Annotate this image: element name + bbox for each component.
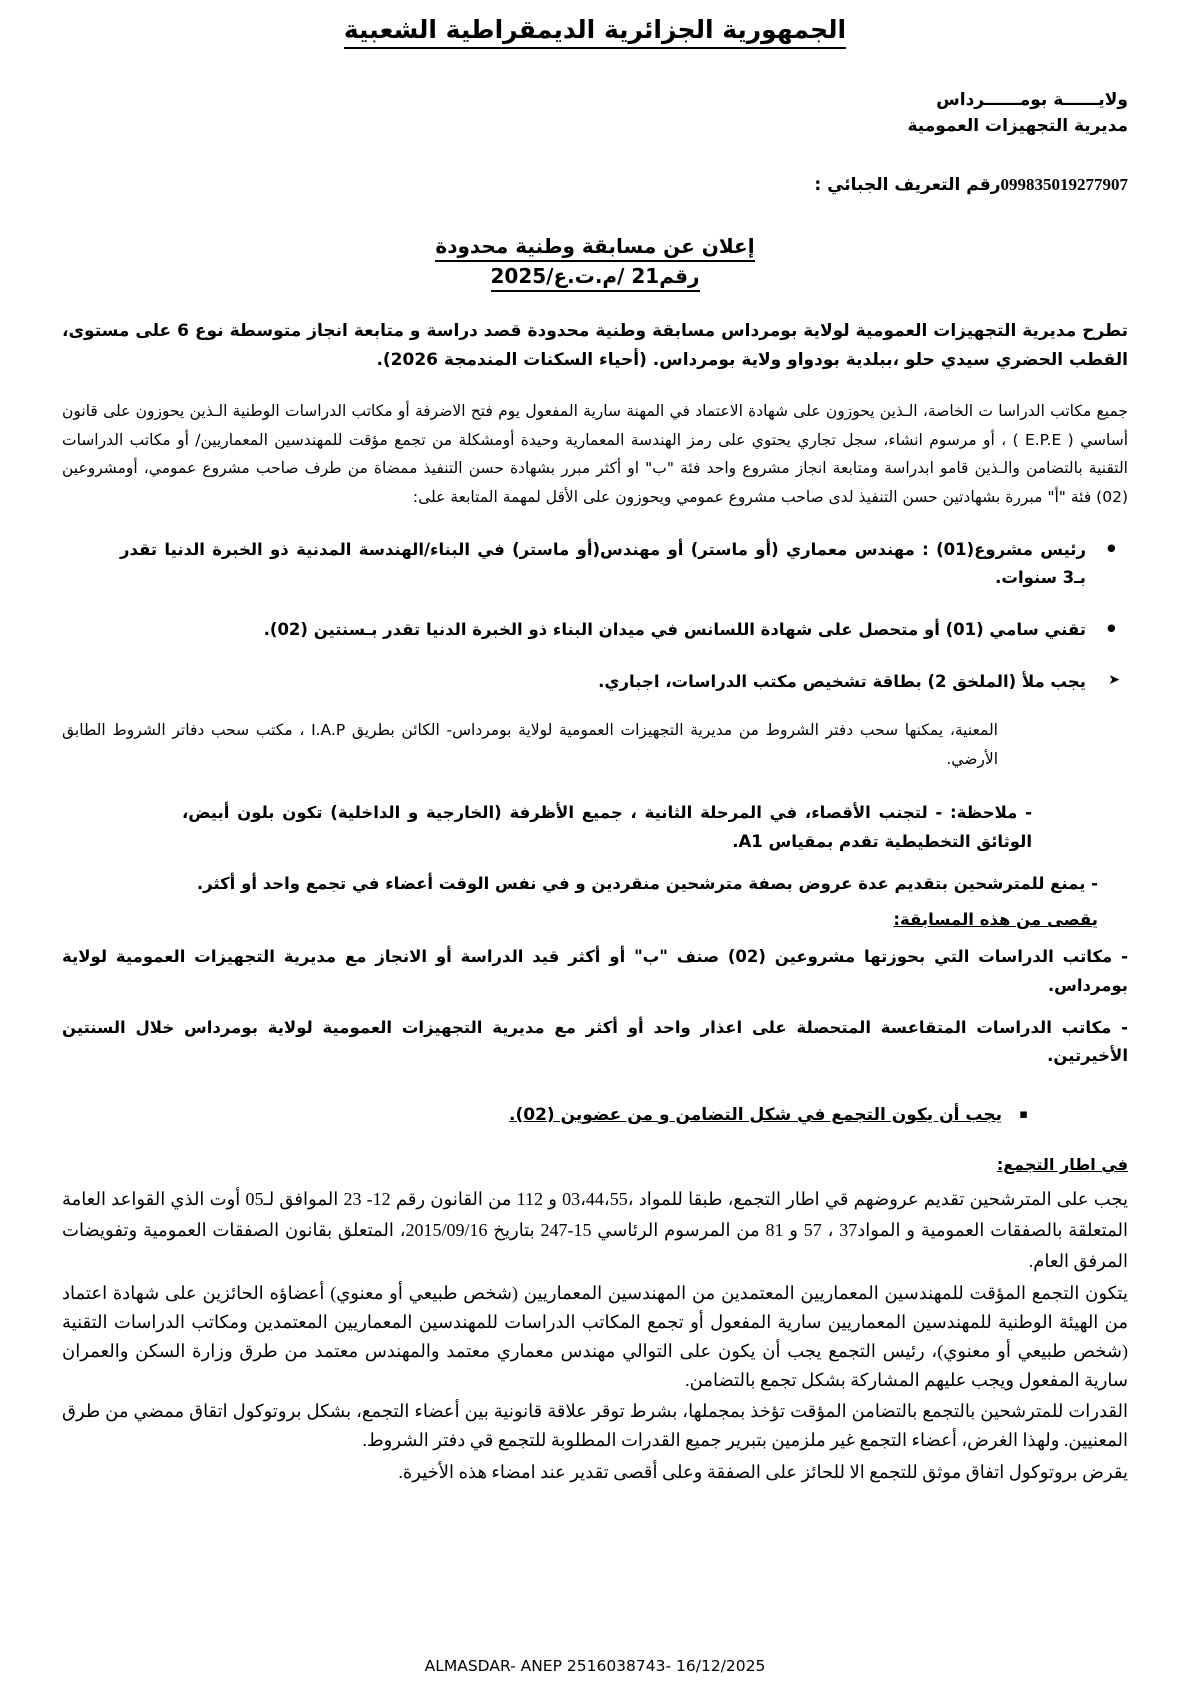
grouping-paragraph-4: يقرض بروتوكول اتفاق موثق للتجمع الا للحائز على الصفقة وعلى أقصى تقدير عند امضاء هذه الأخيرة. — [398, 1461, 1128, 1482]
grouping-paragraph-1: يجب على المترشحين تقديم عروضهم قي اطار التجمع، طبقا للمواد ،03،44،55 و 112 من القانون رقم 12- 23 الموافق لـ05 أوت الذي القواعد العامة المتعلقة بالصفقات العمومية و المواد37 ، 57 و 81 من المرسوم الرئاسي 15-247 بتاريخ 2015/09/16، المتعلق بقانون الصفقات العمومية وتفويضات المرفق العام. — [62, 1188, 1129, 1271]
grouping-paragraph-3: القدرات للمترشحين بالتجمع بالتضامن المؤقت تؤخذ بمجملها، بشرط توقر علاقة قانونية بين أعضاء التجمع، بشكل بروتوكول اتقاق ممضي من طرق المعنيين. ولهذا الغرض، أعضاء التجمع غير ملزمين بتبرير جميع القدرات المطلوبة للتجمع قي دفتر الشروط. — [62, 1401, 1128, 1451]
exclusion-item-2: - مكاتب الدراسات المتقاعسة المتحصلة على اعذار واحد أو أكثر مع مديرية التجهيزات العمومية لولاية بومرداس خلال السنتين الأخيرتين. — [62, 1018, 1128, 1066]
organization-block — [62, 87, 1128, 140]
grouping-rule: ▪ يجب أن يكون التجمع في شكل التضامن و من عضوين (02). — [62, 1105, 1128, 1125]
intro-paragraph: تطرح مديرية التجهيزات العمومية لولاية بومرداس مسابقة وطنية محدودة قصد دراسة و متابعة انجاز متوسطة نوع 6 على مستوى، القطب الحضري سيدي حلو ،ببلدية بودواو ولاية بومرداس. (أحياء السكنات المندمجة 2026). — [62, 321, 1128, 371]
tax-id-value: 099835019277907 — [1000, 175, 1128, 195]
withdrawal-paragraph: المعنية، يمكنها سحب دفتر الشروط من مديرية التجهيزات العمومية لولاية بومرداس- الكائن بطريق I.A.P ، مكتب سحب دفاتر الشروط الطابق الأرضي. — [62, 720, 998, 768]
directorate-line: مديرية التجهيزات العمومية — [907, 115, 1128, 136]
grouping-paragraph-2: يتكون التجمع المؤقت للمهندسين المعماريين المعتمدين من المهندسين المعماريين (شخص طبيعي أو معنوي) أعضاؤه الحائزين على شهادة اعتماد من الهيئة الوطنية للمهندسين المعماريين سارية المفعول أو تجمع المكاتب الدراسات للمهندسين المعماريين المعتمدين ومكاتب الدراسات التقنية (شخص طبيعي أو معنوي)، رئيس التجمع يجب أن يكون على التوالي مهندس معماري معتمد والمهندس معتمد من طرق وزارة السكن والعمران سارية المفعول ويجب عليهم المشاركة بشكل تجمع بالتضامن. — [62, 1282, 1128, 1391]
eligibility-paragraph: جميع مكاتب الدراسا ت الخاصة، الـذين يحوزون على شهادة الاعتماد في المهنة سارية المفعول يوم فتح الاضرفة أو مكاتب الدراسات الوطنية الـذين يحوزون على قانون أساسي ( E.P.E ) ، أو مرسوم انشاء، سجل تجاري يحتوي على رمز الهندسة المعمارية وحيدة أومشكلة من تجمع مؤقت للمهندسين المعماريين/ أو مكاتب الدراسات التقنية بالتضامن والـذين قامو ابدراسة ومتابعة انجاز مشروع واحد فئة "ب" او أكثر مبرر بشهادة حسن التنفيذ ممضاة من طرف صاحب مشروع عمومي، أومشروعين (02) فئة "أ" مبررة بشهادتين حسن التنفيذ لدى صاحب مشروع عمومي ويحوزون على الأقل لمهمة المتابعة على: — [62, 401, 1129, 506]
announcement-title-line2: رقم21 /م.ت.ع/2025 — [62, 261, 1128, 291]
wilaya-line: ولايــــــة بومــــــرداس — [936, 89, 1128, 110]
page-title-text: الجمهورية الجزائرية الديمقراطية الشعبية — [344, 15, 846, 49]
requirements-list — [62, 536, 1128, 644]
exclusion-item-1: - مكاتب الدراسات التي بحوزتها مشروعين (02) صنف "ب" أو أكثر قيد الدراسة أو الانجاز مع مديرية التجهيزات العمومية لولاية بومرداس. — [62, 947, 1128, 995]
tax-id-line — [62, 175, 1128, 195]
annex-list — [62, 668, 1128, 696]
tax-id-label: رقم التعريف الجبائي : — [814, 175, 1001, 196]
grouping-section-heading: في اطار التجمع: — [996, 1154, 1128, 1174]
requirement-item-1: • رئيس مشروع(01) : مهندس معماري (أو ماستر) أو مهندس(أو ماستر) في البناء/الهندسة المدنية ذو الخبرة الدنيا تقدر بـ3 سنوات. — [62, 536, 1128, 592]
announcement-title — [62, 231, 1128, 291]
page-title — [62, 14, 1128, 47]
notes-block — [62, 799, 1128, 898]
footer-reference: ALMASDAR- ANEP 2516038743- 16/12/2025 — [424, 1657, 766, 1675]
requirement-item-2: • تقني سامي (01) أو متحصل على شهادة اللسانس في ميدان البناء ذو الخبرة الدنيا تقدر بـسنتين (02). — [62, 616, 1128, 644]
exclusion-heading: يقصى من هذه المسابقة: — [893, 910, 1098, 930]
document-page — [0, 14, 1190, 1697]
announcement-title-line1: إعلان عن مسابقة وطنية محدودة — [62, 231, 1128, 261]
annex-item: ➤ يجب ملأ (الملخق 2) بطاقة تشخيص مكتب الدراسات، اجباري. — [62, 668, 1128, 696]
note-item-2: - يمنع للمترشحين بتقديم عدة عروض بصفة مترشحين منقردين و في نفس الوقت أعضاء في تجمع واحد أو أكثر. — [196, 873, 1098, 893]
note-item-1: - ملاحظة: - لتجنب الأقصاء، في المرحلة الثانية ، جميع الأظرفة (الخارجية و الداخلية) تكون بلون أبيض، الوثائق التخطيطية تقدم بمقياس A1. — [182, 803, 1032, 851]
